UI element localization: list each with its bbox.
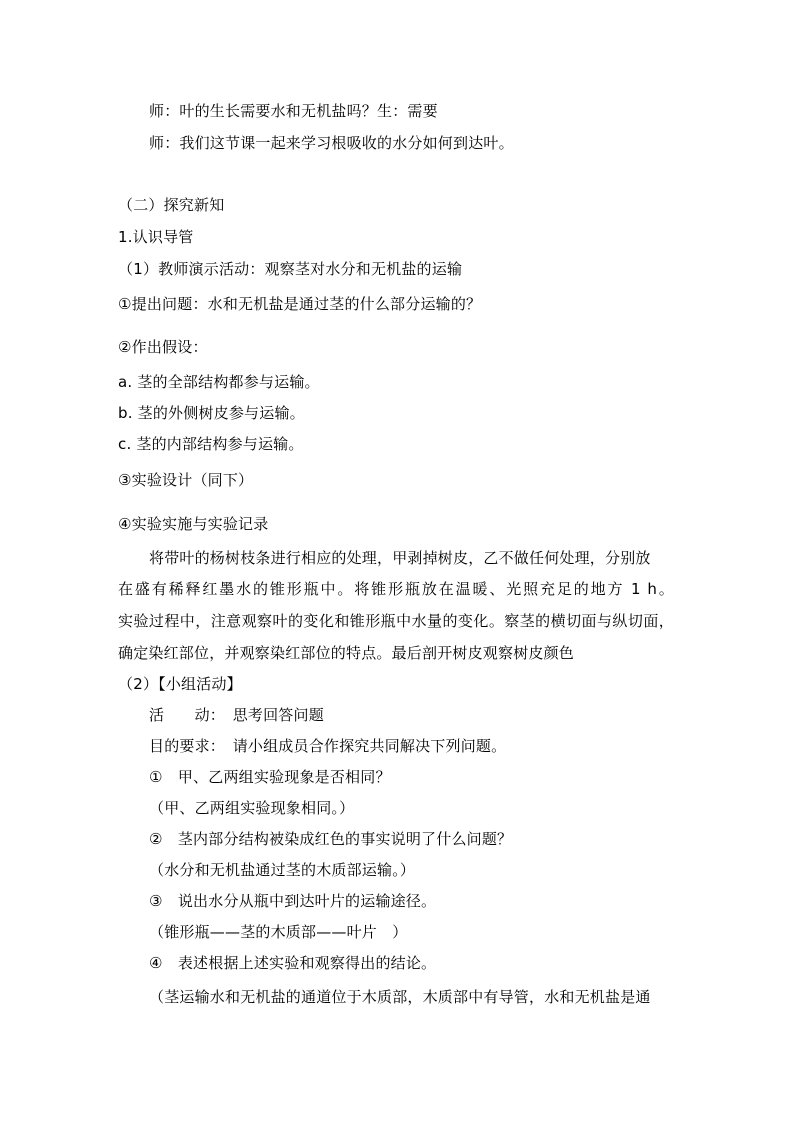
- procedure-line-1: 将带叶的杨树枝条进行相应的处理，甲剥掉树皮，乙不做任何处理，分别放: [149, 549, 651, 567]
- question-3: ③ 说出水分从瓶中到达叶片的运输途径。: [149, 892, 437, 910]
- question-4: ④ 表述根据上述实验和观察得出的结论。: [149, 954, 437, 972]
- hypothesis-b: b. 茎的外侧树皮参与运输。: [118, 404, 305, 422]
- question-2: ② 茎内部分结构被染成红色的事实说明了什么问题？: [149, 830, 513, 848]
- answer-3: （锥形瓶——茎的木质部——叶片 ）: [149, 923, 408, 941]
- procedure-line-2: 在盛有稀释红墨水的锥形瓶中。将锥形瓶放在温暖、光照充足的地方 1 h。: [118, 580, 674, 598]
- dialogue-line-2: 师：我们这节课一起来学习根吸收的水分如何到达叶。: [149, 134, 514, 152]
- answer-4: （茎运输水和无机盐的通道位于木质部，木质部中有导管，水和无机盐是通: [149, 988, 651, 1006]
- answer-1: （甲、乙两组实验现象相同。）: [149, 799, 355, 817]
- activity-goal: 目的要求： 请小组成员合作探究共同解决下列问题。: [149, 737, 507, 755]
- answer-2: （水分和无机盐通过茎的木质部运输。）: [149, 861, 416, 879]
- group-activity-heading: （2）【小组活动】: [118, 675, 242, 693]
- dialogue-line-1: 师：叶的生长需要水和无机盐吗？生：需要: [149, 102, 438, 120]
- procedure-line-3: 实验过程中，注意观察叶的变化和锥形瓶中水量的变化。察茎的横切面与纵切面，: [118, 612, 674, 630]
- question-1: ① 甲、乙两组实验现象是否相同？: [149, 768, 391, 786]
- procedure-line-4: 确定染红部位，并观察染红部位的特点。最后剖开树皮观察树皮颜色: [118, 644, 575, 662]
- step-design: ③实验设计（同下）: [118, 471, 254, 489]
- step-implementation: ④实验实施与实验记录: [118, 515, 269, 533]
- step-hypothesis: ②作出假设：: [118, 338, 208, 356]
- hypothesis-a: a. 茎的全部结构都参与运输。: [118, 373, 320, 391]
- activity-name: 活 动： 思考回答问题: [149, 706, 324, 724]
- hypothesis-c: c. 茎的内部结构参与运输。: [118, 435, 304, 453]
- subsection-heading: 1.认识导管: [118, 228, 194, 246]
- activity-heading: （1）教师演示活动：观察茎对水分和无机盐的运输: [118, 260, 463, 278]
- section-heading: （二）探究新知: [118, 196, 225, 214]
- step-question: ①提出问题：水和无机盐是通过茎的什么部分运输的？: [118, 295, 482, 313]
